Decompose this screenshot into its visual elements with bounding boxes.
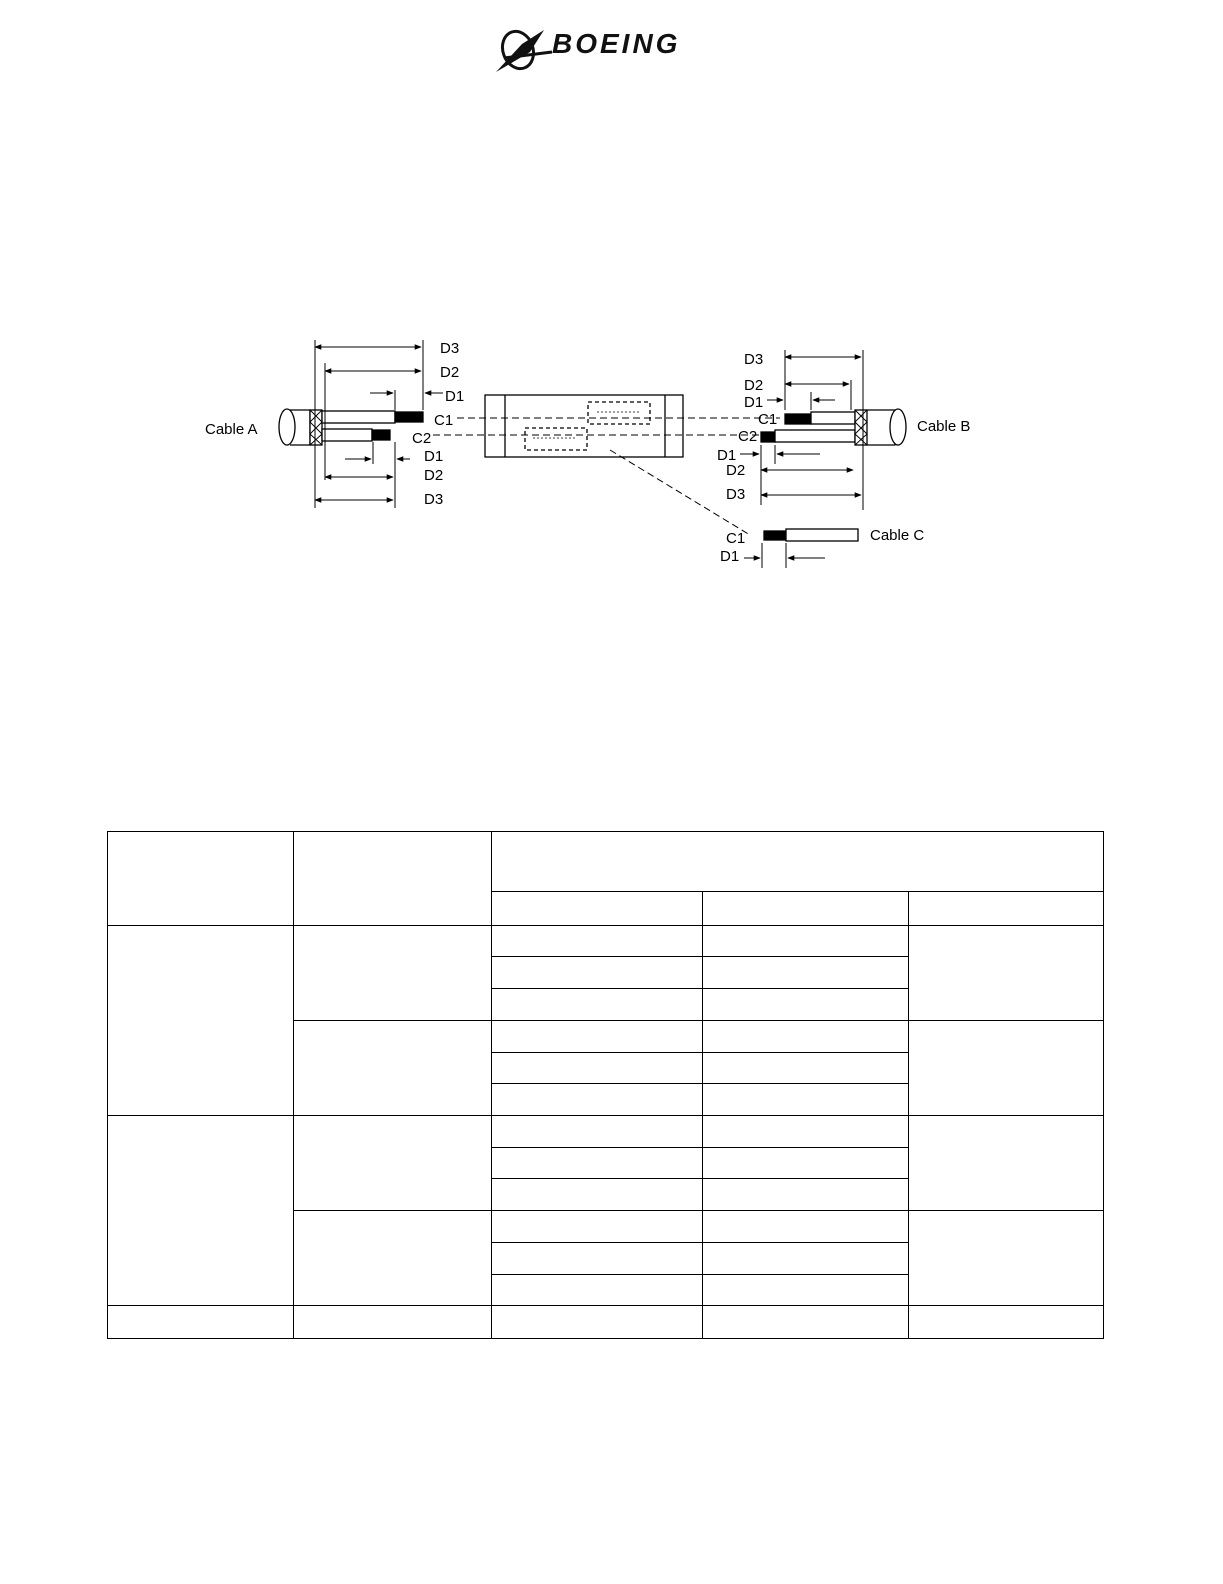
table-cell <box>108 926 294 1116</box>
logo-wordmark: BOEING <box>552 28 681 59</box>
cable-splice-figure <box>195 330 971 580</box>
cable-splice-diagram <box>195 330 971 580</box>
cable-a-d3-bottom: D3 <box>424 491 444 508</box>
table-cell <box>492 957 703 988</box>
table-row <box>108 926 1104 957</box>
table-cell <box>108 1305 294 1338</box>
table-cell <box>492 988 703 1020</box>
cable-b-c1: C1 <box>758 411 778 428</box>
subheader-cell <box>909 892 1104 926</box>
table-cell <box>108 1116 294 1306</box>
table-cell <box>492 1020 703 1052</box>
cable-c-c1: C1 <box>726 530 746 547</box>
cable-a-d1-bottom: D1 <box>424 448 444 465</box>
cable-b-d1-bottom: D1 <box>717 447 737 464</box>
table-cell <box>294 1116 492 1211</box>
cable-b <box>761 409 906 445</box>
cable-b-c2: C2 <box>738 428 758 445</box>
table-cell <box>492 1305 703 1338</box>
table-cell <box>294 926 492 1020</box>
strip-length-table <box>107 831 1104 1339</box>
cable-b-d2-bottom: D2 <box>726 462 746 479</box>
table-cell <box>703 1274 909 1305</box>
cable-c-label: Cable C <box>870 527 925 544</box>
cable-a-label: Cable A <box>205 421 258 438</box>
table-cell <box>703 926 909 957</box>
table-cell <box>492 1211 703 1242</box>
table-cell <box>909 926 1104 1020</box>
cable-a-d2-top: D2 <box>440 364 460 381</box>
cable-c-d1: D1 <box>720 548 740 565</box>
cable-b-d3-top: D3 <box>744 351 764 368</box>
table-header-row <box>108 832 1104 892</box>
table-cell <box>703 988 909 1020</box>
table-cell <box>703 1179 909 1211</box>
cable-b-label: Cable B <box>917 418 971 435</box>
table-cell <box>703 1305 909 1338</box>
subheader-cell <box>492 892 703 926</box>
cable-a-d2-bottom: D2 <box>424 467 444 484</box>
table-cell <box>492 1148 703 1179</box>
table-cell <box>703 957 909 988</box>
boeing-emblem-icon <box>494 22 554 78</box>
header-cell <box>294 832 492 926</box>
cable-b-d3-bottom: D3 <box>726 486 746 503</box>
table-cell <box>492 1274 703 1305</box>
table-cell <box>703 1020 909 1052</box>
table-cell <box>492 1179 703 1211</box>
table-row <box>108 1116 1104 1148</box>
cable-a-c2: C2 <box>412 430 432 447</box>
table-cell <box>492 1052 703 1083</box>
table-cell <box>703 1211 909 1242</box>
boeing-logo <box>494 22 734 78</box>
table-cell <box>909 1020 1104 1115</box>
table-cell <box>492 1242 703 1274</box>
table-cell <box>703 1083 909 1115</box>
table-cell <box>703 1116 909 1148</box>
cable-b-d1-top: D1 <box>744 394 764 411</box>
table-cell <box>492 1083 703 1115</box>
table-cell <box>294 1211 492 1305</box>
cable-c <box>764 529 858 541</box>
table-row <box>108 1305 1104 1338</box>
table-cell <box>703 1148 909 1179</box>
table-cell <box>294 1020 492 1115</box>
splice-sleeve <box>485 395 683 457</box>
header-cell-group <box>492 832 1104 892</box>
table-cell <box>492 926 703 957</box>
cable-a-d1-top: D1 <box>445 388 465 405</box>
table-cell <box>703 1052 909 1083</box>
table-cell <box>492 1116 703 1148</box>
header-cell <box>108 832 294 926</box>
table-cell <box>909 1305 1104 1338</box>
cable-a-d3-top: D3 <box>440 340 460 357</box>
subheader-cell <box>703 892 909 926</box>
cable-a <box>279 409 423 445</box>
cable-a-c1: C1 <box>434 412 454 429</box>
cable-b-d2-top: D2 <box>744 377 764 394</box>
table-cell <box>909 1211 1104 1305</box>
table-cell <box>909 1116 1104 1211</box>
table-cell <box>703 1242 909 1274</box>
table-cell <box>294 1305 492 1338</box>
